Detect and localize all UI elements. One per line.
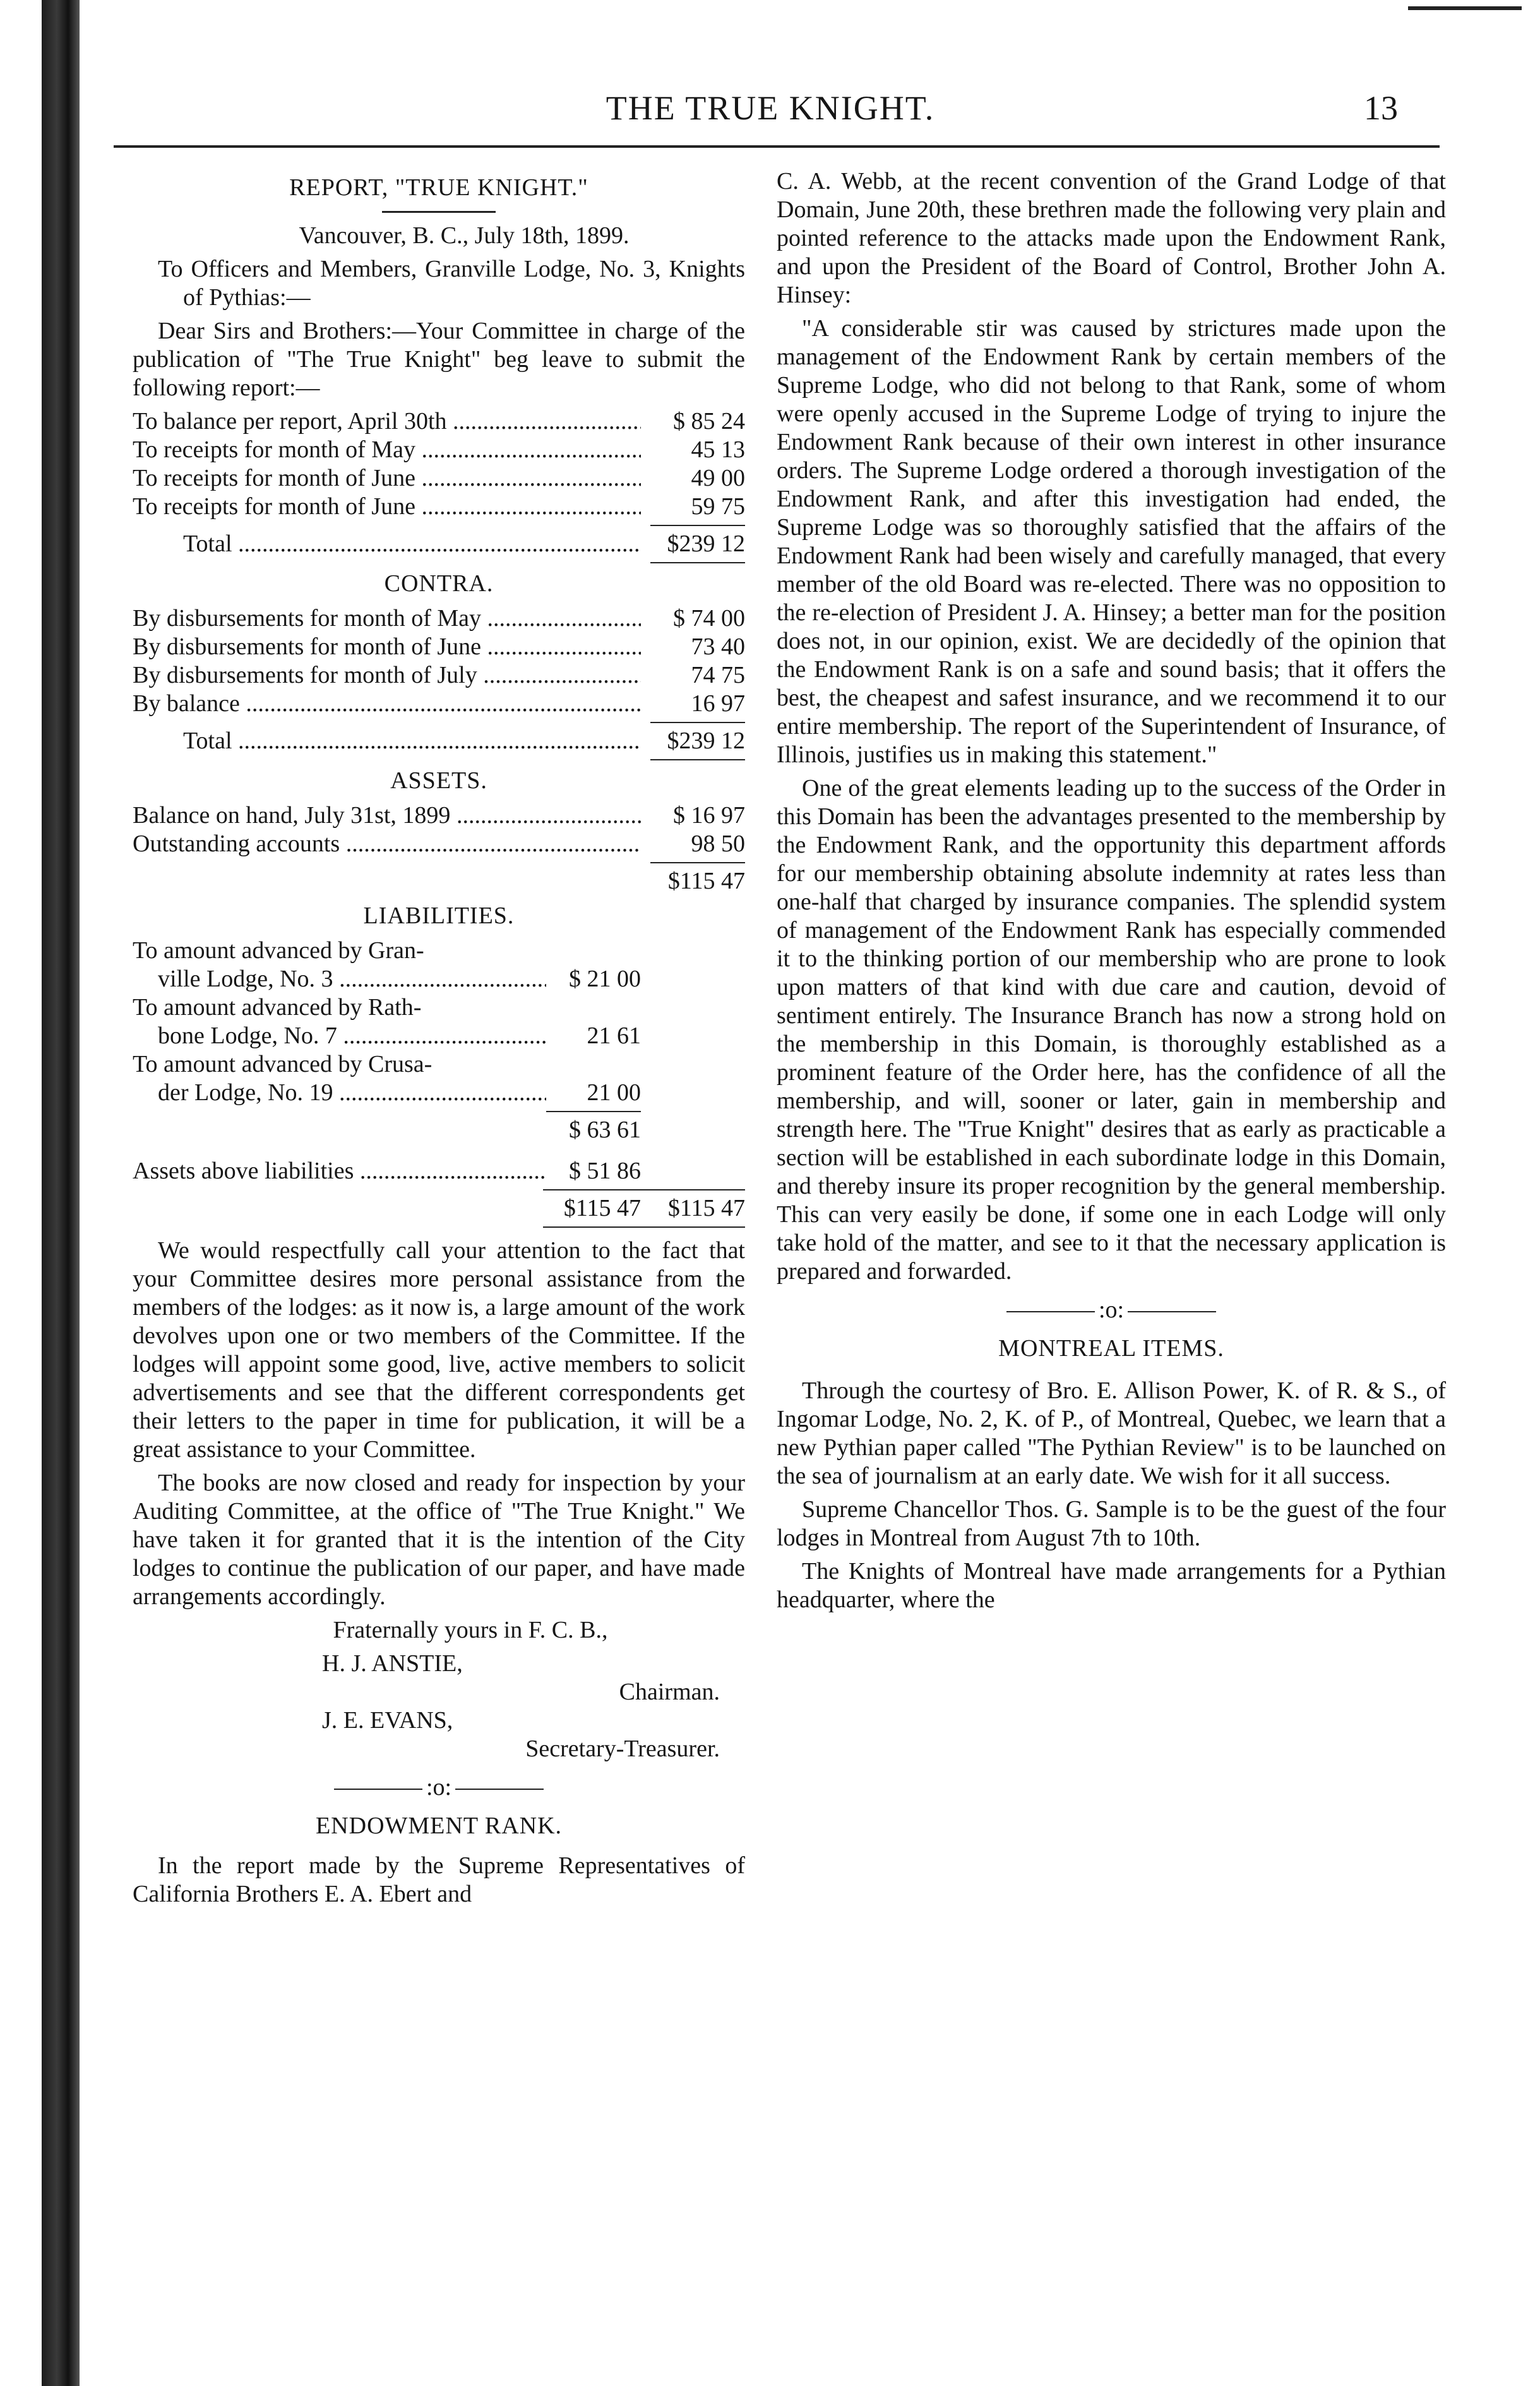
ledger-label: To receipts for month of May ..... bbox=[133, 436, 641, 464]
page-number: 13 bbox=[1364, 89, 1398, 127]
section-separator: :o: bbox=[133, 1773, 745, 1802]
report-paragraph: The books are now closed and ready for inspection by your Auditing Committee, at the office of "The True Knight." We have taken it for granted that it is the intention of the City lodges to continue the publication of our paper, and have made arrangements accordingly. bbox=[133, 1470, 745, 1610]
assets-table bbox=[133, 801, 745, 896]
receipts-table bbox=[133, 407, 745, 563]
ledger-amount: $ 21 00 bbox=[569, 966, 641, 992]
ledger-amount: $ 63 61 bbox=[569, 1117, 641, 1143]
ledger-amount: $115 47 bbox=[667, 868, 745, 894]
ledger-row bbox=[133, 633, 745, 661]
article-paragraph: Supreme Chancellor Thos. G. Sample is to be the guest of the four lodges in Montreal from August 7th to 10th. bbox=[777, 1496, 1446, 1551]
ledger-label: By disbursements for month of June ..... bbox=[133, 633, 641, 661]
ledger-amount: $ 51 86 bbox=[569, 1158, 641, 1184]
signer-name: H. J. ANSTIE, bbox=[322, 1650, 463, 1677]
liability-entry bbox=[133, 993, 641, 1050]
ledger-row bbox=[133, 1022, 641, 1050]
ledger-amount: 73 40 bbox=[691, 633, 745, 660]
header-rule bbox=[114, 145, 1440, 148]
right-column bbox=[777, 167, 1446, 1619]
sum-rule bbox=[650, 722, 745, 723]
ledger-row bbox=[133, 604, 745, 633]
endowment-heading: ENDOWMENT RANK. bbox=[315, 1813, 563, 1839]
ledger-subtotal-row bbox=[133, 1116, 641, 1144]
sum-rule bbox=[650, 759, 745, 760]
dateline: Vancouver, B. C., July 18th, 1899. bbox=[299, 222, 630, 249]
left-column bbox=[133, 167, 745, 1914]
ledger-label: By balance ..... bbox=[133, 690, 641, 718]
salutation-to: To Officers and Members, Granville Lodge, No. 3, Knights of Pythias:— bbox=[158, 256, 745, 311]
ledger-amount: 21 61 bbox=[587, 1022, 641, 1049]
ledger-label: Outstanding accounts ..... bbox=[133, 830, 641, 858]
ledger-row bbox=[133, 661, 745, 690]
ledger-row bbox=[133, 1079, 641, 1107]
ledger-amount: $115 47 bbox=[563, 1195, 641, 1221]
liability-entry bbox=[133, 937, 641, 993]
liability-line: To amount advanced by Gran- bbox=[133, 937, 424, 964]
ledger-label: Assets above liabilities ..... bbox=[133, 1157, 546, 1185]
endowment-paragraph: In the report made by the Supreme Representatives of California Brothers E. A. Ebert and bbox=[133, 1852, 745, 1907]
ledger-row bbox=[133, 690, 745, 718]
disbursements-table bbox=[133, 604, 745, 760]
sum-rule bbox=[543, 1226, 745, 1228]
page-header-title: THE TRUE KNIGHT. bbox=[606, 89, 935, 127]
ledger-amount: 45 13 bbox=[691, 436, 745, 463]
sum-rule bbox=[543, 1189, 745, 1190]
ledger-label: der Lodge, No. 19 ..... bbox=[158, 1079, 546, 1107]
ledger-row bbox=[133, 801, 745, 830]
liability-line: To amount advanced by Rath- bbox=[133, 994, 422, 1021]
sum-rule bbox=[546, 1111, 641, 1112]
section-separator: :o: bbox=[777, 1296, 1446, 1324]
report-paragraph: We would respectfully call your attention to the fact that your Committee desires more personal assistance from the members of the lodges: as it now is, a large amount of the work devolves upon one or two members of the Committee. If the lodges will appoint some good, live, active members to solicit advertisements and see that the different correspondents get their letters to the paper in time for publication, it will be a great assistance to your Committee. bbox=[133, 1237, 745, 1463]
ledger-label: Total ..... bbox=[183, 530, 641, 558]
ledger-row bbox=[133, 407, 745, 436]
ledger-row bbox=[133, 436, 745, 464]
sum-rule bbox=[650, 862, 745, 863]
contra-heading: CONTRA. bbox=[384, 570, 494, 597]
ledger-row bbox=[133, 830, 745, 858]
ledger-amount: 21 00 bbox=[587, 1079, 641, 1106]
ledger-amount: $239 12 bbox=[667, 728, 745, 754]
ledger-amount: 59 75 bbox=[691, 493, 745, 520]
ledger-label: To balance per report, April 30th ..... bbox=[133, 407, 641, 436]
ledger-amount: $ 16 97 bbox=[673, 802, 745, 829]
sum-rule bbox=[650, 525, 745, 526]
endowment-continued: C. A. Webb, at the recent convention of the Grand Lodge of that Domain, June 20th, these brethren made the following very plain and pointed reference to the attacks made upon the Endowment Rank, and upon the President of the Board of Control, Brother John A. Hinsey: bbox=[777, 168, 1446, 308]
ledger-label: Total ..... bbox=[183, 727, 641, 755]
ledger-label: To receipts for month of June ..... bbox=[133, 493, 641, 521]
liabilities-table bbox=[133, 937, 745, 1144]
signer-title: Secretary-Treasurer. bbox=[525, 1736, 720, 1762]
ledger-label: bone Lodge, No. 7 ..... bbox=[158, 1022, 546, 1050]
scan-binding-edge bbox=[42, 0, 80, 2386]
ledger-row bbox=[133, 965, 641, 993]
article-paragraph: One of the great elements leading up to the success of the Order in this Domain has been the advantages presented to the membership by the Endowment Rank, and the opportunity this department affords for our membership obtaining absolute indemnity at rates less than one-half that charged by insurance companies. The splendid system of management of the Endowment Rank has especially commended it to the thinking portion of our membership who are prone to look upon matters of that kind with due care and caution, devoid of sentiment entirely. The Insurance Branch has now a strong hold on the membership in this Domain, is thoroughly established as a prominent feature of the Order here, has the confidence of all the membership, and will, sooner or later, gain in membership and strength here. The "True Knight" desires that as early as practicable a section will be established in each subordinate lodge in this Domain, and thereby insure its proper recognition by the general membership. This can very easily be done, if some one in each Lodge will only take hold of the matter, and see to it that the necessary application is prepared and forwarded. bbox=[777, 775, 1446, 1285]
article-paragraph: Through the courtesy of Bro. E. Allison Power, K. of R. & S., of Ingomar Lodge, No. 2, K. of P., of Montreal, Quebec, we learn that a new Pythian paper called "The Pythian Review" is to be launched on the sea of journalism at an early date. We wish for it all success. bbox=[777, 1377, 1446, 1489]
quote-paragraph: "A considerable stir was caused by strictures made upon the management of the Endowment Rank by certain members of the Supreme Lodge, who did not belong to that Rank, some of whom were openly accused in the Supreme Lodge of trying to injure the Endowment Rank because of their own interest in other insurance orders. The Supreme Lodge ordered a thorough investigation of the Endowment Rank, and after this investigation had ended, the Supreme Lodge was so thoroughly satisfied that the affairs of the Endowment Rank had been wisely and carefully managed, that every member of the old Board was re-elected. There was no opposition to the re-election of President J. A. Hinsey; a better man for the position does not, in our opinion, exist. We are decidedly of the opinion that the Endowment Rank is on a safe and sound basis; that it offers the best, the cheapest and safest insurance, and we recommend it to our entire membership. The report of the Superintendent of Insurance, of Illinois, justifies us in making this statement." bbox=[777, 315, 1446, 768]
liabilities-heading: LIABILITIES. bbox=[363, 902, 515, 929]
closing: Fraternally yours in F. C. B., bbox=[333, 1617, 608, 1643]
ledger-amount: $239 12 bbox=[667, 531, 745, 557]
ledger-amount: 49 00 bbox=[691, 465, 745, 491]
montreal-heading: MONTREAL ITEMS. bbox=[998, 1335, 1224, 1362]
ledger-row bbox=[133, 493, 745, 521]
ledger-label: Balance on hand, July 31st, 1899 ..... bbox=[133, 801, 641, 830]
sum-rule bbox=[650, 562, 745, 563]
ledger-amount: 98 50 bbox=[691, 830, 745, 857]
intro-paragraph: Dear Sirs and Brothers:—Your Committee in charge of the publication of "The True Knight" beg leave to submit the following report:— bbox=[133, 318, 745, 401]
ledger-total-row bbox=[133, 727, 745, 755]
signer-title: Chairman. bbox=[619, 1679, 720, 1705]
top-rule bbox=[1408, 6, 1522, 10]
ledger-amount: $115 47 bbox=[667, 1195, 745, 1221]
ledger-amount: 16 97 bbox=[691, 690, 745, 717]
article-paragraph: The Knights of Montreal have made arrangements for a Pythian headquarter, where the bbox=[777, 1558, 1446, 1613]
divider bbox=[382, 211, 496, 213]
ledger-label: By disbursements for month of July ..... bbox=[133, 661, 641, 690]
ledger-row bbox=[133, 464, 745, 493]
liability-line: To amount advanced by Crusa- bbox=[133, 1051, 433, 1077]
ledger-row bbox=[133, 1157, 745, 1185]
ledger-amount: $ 85 24 bbox=[673, 408, 745, 435]
ledger-label: By disbursements for month of May ..... bbox=[133, 604, 641, 633]
final-totals-row bbox=[133, 1194, 745, 1223]
ledger-subtotal-row bbox=[133, 867, 745, 896]
report-heading: REPORT, "TRUE KNIGHT." bbox=[289, 174, 588, 201]
assets-heading: ASSETS. bbox=[390, 767, 487, 794]
liability-entry bbox=[133, 1050, 641, 1107]
ledger-label: To receipts for month of June ..... bbox=[133, 464, 641, 493]
signer-name: J. E. EVANS, bbox=[322, 1707, 453, 1734]
ledger-amount: $ 74 00 bbox=[673, 605, 745, 632]
ledger-total-row bbox=[133, 530, 745, 558]
ledger-amount: 74 75 bbox=[691, 662, 745, 688]
ledger-label: ville Lodge, No. 3 ..... bbox=[158, 965, 546, 993]
